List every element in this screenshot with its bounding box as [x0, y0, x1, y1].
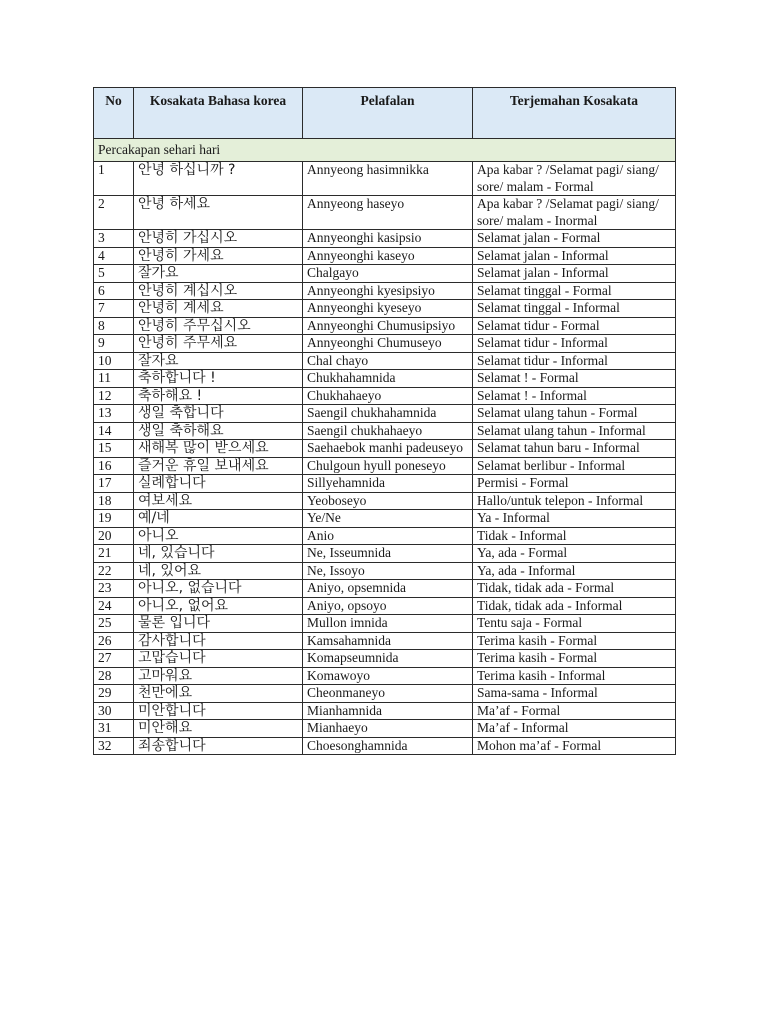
row-number: 4: [94, 247, 134, 265]
vocabulary-table: [93, 87, 676, 755]
table-row: [94, 422, 676, 440]
korean-word: 고맙습니다: [134, 650, 303, 668]
korean-word: 안녕히 계십시오: [134, 282, 303, 300]
korean-word: 죄송합니다: [134, 737, 303, 755]
korean-word: 아니오, 없습니다: [134, 580, 303, 598]
row-number: 21: [94, 545, 134, 563]
korean-word: 천만에요: [134, 685, 303, 703]
row-number: 9: [94, 335, 134, 353]
pronunciation: Kamsahamnida: [303, 632, 473, 650]
document-page: [93, 87, 675, 755]
korean-word: 잘자요: [134, 352, 303, 370]
row-number: 17: [94, 475, 134, 493]
translation: Ya - Informal: [473, 510, 676, 528]
pronunciation: Annyeonghi kaseyo: [303, 247, 473, 265]
row-number: 5: [94, 265, 134, 283]
korean-word: 미안해요: [134, 720, 303, 738]
korean-word: 새해복 많이 받으세요: [134, 440, 303, 458]
table-row: [94, 702, 676, 720]
translation: Tidak - Informal: [473, 527, 676, 545]
translation: Ma’af - Formal: [473, 702, 676, 720]
korean-word: 축하해요 !: [134, 387, 303, 405]
translation: Selamat tidur - Informal: [473, 352, 676, 370]
table-header-row: [94, 88, 676, 139]
translation: Hallo/untuk telepon - Informal: [473, 492, 676, 510]
pronunciation: Cheonmaneyo: [303, 685, 473, 703]
table-row: [94, 440, 676, 458]
korean-word: 네, 있습니다: [134, 545, 303, 563]
table-row: [94, 685, 676, 703]
row-number: 25: [94, 615, 134, 633]
table-row: [94, 580, 676, 598]
table-row: [94, 230, 676, 248]
pronunciation: Annyeonghi Chumusipsiyo: [303, 317, 473, 335]
translation: Ya, ada - Formal: [473, 545, 676, 563]
table-row: [94, 317, 676, 335]
translation: Selamat jalan - Formal: [473, 230, 676, 248]
korean-word: 안녕히 계세요: [134, 300, 303, 318]
pronunciation: Mianhamnida: [303, 702, 473, 720]
korean-word: 실례합니다: [134, 475, 303, 493]
pronunciation: Chalgayo: [303, 265, 473, 283]
table-row: [94, 650, 676, 668]
row-number: 31: [94, 720, 134, 738]
table-row: [94, 265, 676, 283]
table-row: [94, 247, 676, 265]
row-number: 20: [94, 527, 134, 545]
row-number: 13: [94, 405, 134, 423]
table-row: [94, 387, 676, 405]
pronunciation: Komawoyo: [303, 667, 473, 685]
table-row: [94, 457, 676, 475]
pronunciation: Annyeonghi kasipsio: [303, 230, 473, 248]
translation: Tentu saja - Formal: [473, 615, 676, 633]
translation: Selamat ! - Informal: [473, 387, 676, 405]
pronunciation: Ne, Issoyo: [303, 562, 473, 580]
table-row: [94, 352, 676, 370]
row-number: 24: [94, 597, 134, 615]
translation: Terima kasih - Formal: [473, 632, 676, 650]
korean-word: 안녕히 가십시오: [134, 230, 303, 248]
pronunciation: Anio: [303, 527, 473, 545]
row-number: 18: [94, 492, 134, 510]
translation: Selamat tinggal - Informal: [473, 300, 676, 318]
pronunciation: Saengil chukhahaeyo: [303, 422, 473, 440]
pronunciation: Annyeong hasimnikka: [303, 162, 473, 196]
table-row: [94, 632, 676, 650]
pronunciation: Annyeonghi kyesipsiyo: [303, 282, 473, 300]
korean-word: 잘가요: [134, 265, 303, 283]
translation: Selamat tidur - Informal: [473, 335, 676, 353]
pronunciation: Annyeonghi Chumuseyo: [303, 335, 473, 353]
row-number: 28: [94, 667, 134, 685]
header-korean: Kosakata Bahasa korea: [134, 88, 303, 139]
translation: Selamat jalan - Informal: [473, 265, 676, 283]
header-translation: Terjemahan Kosakata: [473, 88, 676, 139]
row-number: 29: [94, 685, 134, 703]
korean-word: 안녕 하세요: [134, 196, 303, 230]
korean-word: 안녕 하십니까 ?: [134, 162, 303, 196]
section-row: [94, 139, 676, 162]
table-body: [94, 139, 676, 755]
table-row: [94, 300, 676, 318]
korean-word: 네, 있어요: [134, 562, 303, 580]
pronunciation: Saehaebok manhi padeuseyo: [303, 440, 473, 458]
table-row: [94, 562, 676, 580]
table-row: [94, 196, 676, 230]
pronunciation: Ye/Ne: [303, 510, 473, 528]
korean-word: 물론 입니다: [134, 615, 303, 633]
row-number: 3: [94, 230, 134, 248]
korean-word: 미안합니다: [134, 702, 303, 720]
translation: Selamat jalan - Informal: [473, 247, 676, 265]
table-row: [94, 615, 676, 633]
table-row: [94, 720, 676, 738]
row-number: 2: [94, 196, 134, 230]
pronunciation: Chulgoun hyull poneseyo: [303, 457, 473, 475]
korean-word: 감사합니다: [134, 632, 303, 650]
pronunciation: Chal chayo: [303, 352, 473, 370]
pronunciation: Annyeong haseyo: [303, 196, 473, 230]
pronunciation: Chukhahamnida: [303, 370, 473, 388]
header-no: No: [94, 88, 134, 139]
header-pronunciation: Pelafalan: [303, 88, 473, 139]
korean-word: 아니오, 없어요: [134, 597, 303, 615]
table-row: [94, 597, 676, 615]
translation: Tidak, tidak ada - Informal: [473, 597, 676, 615]
translation: Selamat ulang tahun - Formal: [473, 405, 676, 423]
translation: Ya, ada - Informal: [473, 562, 676, 580]
table-row: [94, 282, 676, 300]
section-title: Percakapan sehari hari: [94, 139, 676, 162]
row-number: 11: [94, 370, 134, 388]
pronunciation: Saengil chukhahamnida: [303, 405, 473, 423]
table-row: [94, 370, 676, 388]
korean-word: 축하합니다 !: [134, 370, 303, 388]
pronunciation: Chukhahaeyo: [303, 387, 473, 405]
pronunciation: Choesonghamnida: [303, 737, 473, 755]
row-number: 1: [94, 162, 134, 196]
row-number: 12: [94, 387, 134, 405]
translation: Selamat ! - Formal: [473, 370, 676, 388]
table-row: [94, 162, 676, 196]
translation: Mohon ma’af - Formal: [473, 737, 676, 755]
table-row: [94, 737, 676, 755]
row-number: 23: [94, 580, 134, 598]
translation: Selamat berlibur - Informal: [473, 457, 676, 475]
row-number: 15: [94, 440, 134, 458]
korean-word: 안녕히 가세요: [134, 247, 303, 265]
translation: Ma’af - Informal: [473, 720, 676, 738]
pronunciation: Aniyo, opsoyo: [303, 597, 473, 615]
translation: Sama-sama - Informal: [473, 685, 676, 703]
row-number: 14: [94, 422, 134, 440]
table-row: [94, 335, 676, 353]
pronunciation: Aniyo, opsemnida: [303, 580, 473, 598]
korean-word: 생일 축하해요: [134, 422, 303, 440]
korean-word: 예/네: [134, 510, 303, 528]
pronunciation: Annyeonghi kyeseyo: [303, 300, 473, 318]
translation: Selamat tidur - Formal: [473, 317, 676, 335]
row-number: 16: [94, 457, 134, 475]
translation: Selamat tinggal - Formal: [473, 282, 676, 300]
korean-word: 아니오: [134, 527, 303, 545]
row-number: 32: [94, 737, 134, 755]
table-row: [94, 545, 676, 563]
korean-word: 고마워요: [134, 667, 303, 685]
table-row: [94, 667, 676, 685]
pronunciation: Ne, Isseumnida: [303, 545, 473, 563]
pronunciation: Mianhaeyo: [303, 720, 473, 738]
row-number: 6: [94, 282, 134, 300]
pronunciation: Komapseumnida: [303, 650, 473, 668]
row-number: 19: [94, 510, 134, 528]
table-row: [94, 492, 676, 510]
translation: Selamat ulang tahun - Informal: [473, 422, 676, 440]
korean-word: 여보세요: [134, 492, 303, 510]
korean-word: 즐거운 휴일 보내세요: [134, 457, 303, 475]
translation: Terima kasih - Formal: [473, 650, 676, 668]
korean-word: 안녕히 주무세요: [134, 335, 303, 353]
korean-word: 생일 축합니다: [134, 405, 303, 423]
row-number: 26: [94, 632, 134, 650]
row-number: 22: [94, 562, 134, 580]
korean-word: 안녕히 주무십시오: [134, 317, 303, 335]
pronunciation: Yeoboseyo: [303, 492, 473, 510]
translation: Apa kabar ? /Selamat pagi/ siang/ sore/ malam - Inormal: [473, 196, 676, 230]
translation: Permisi - Formal: [473, 475, 676, 493]
translation: Selamat tahun baru - Informal: [473, 440, 676, 458]
table-row: [94, 510, 676, 528]
row-number: 27: [94, 650, 134, 668]
pronunciation: Sillyehamnida: [303, 475, 473, 493]
translation: Apa kabar ? /Selamat pagi/ siang/ sore/ malam - Formal: [473, 162, 676, 196]
table-row: [94, 527, 676, 545]
row-number: 30: [94, 702, 134, 720]
translation: Terima kasih - Informal: [473, 667, 676, 685]
pronunciation: Mullon imnida: [303, 615, 473, 633]
table-row: [94, 475, 676, 493]
table-row: [94, 405, 676, 423]
row-number: 7: [94, 300, 134, 318]
row-number: 10: [94, 352, 134, 370]
translation: Tidak, tidak ada - Formal: [473, 580, 676, 598]
row-number: 8: [94, 317, 134, 335]
